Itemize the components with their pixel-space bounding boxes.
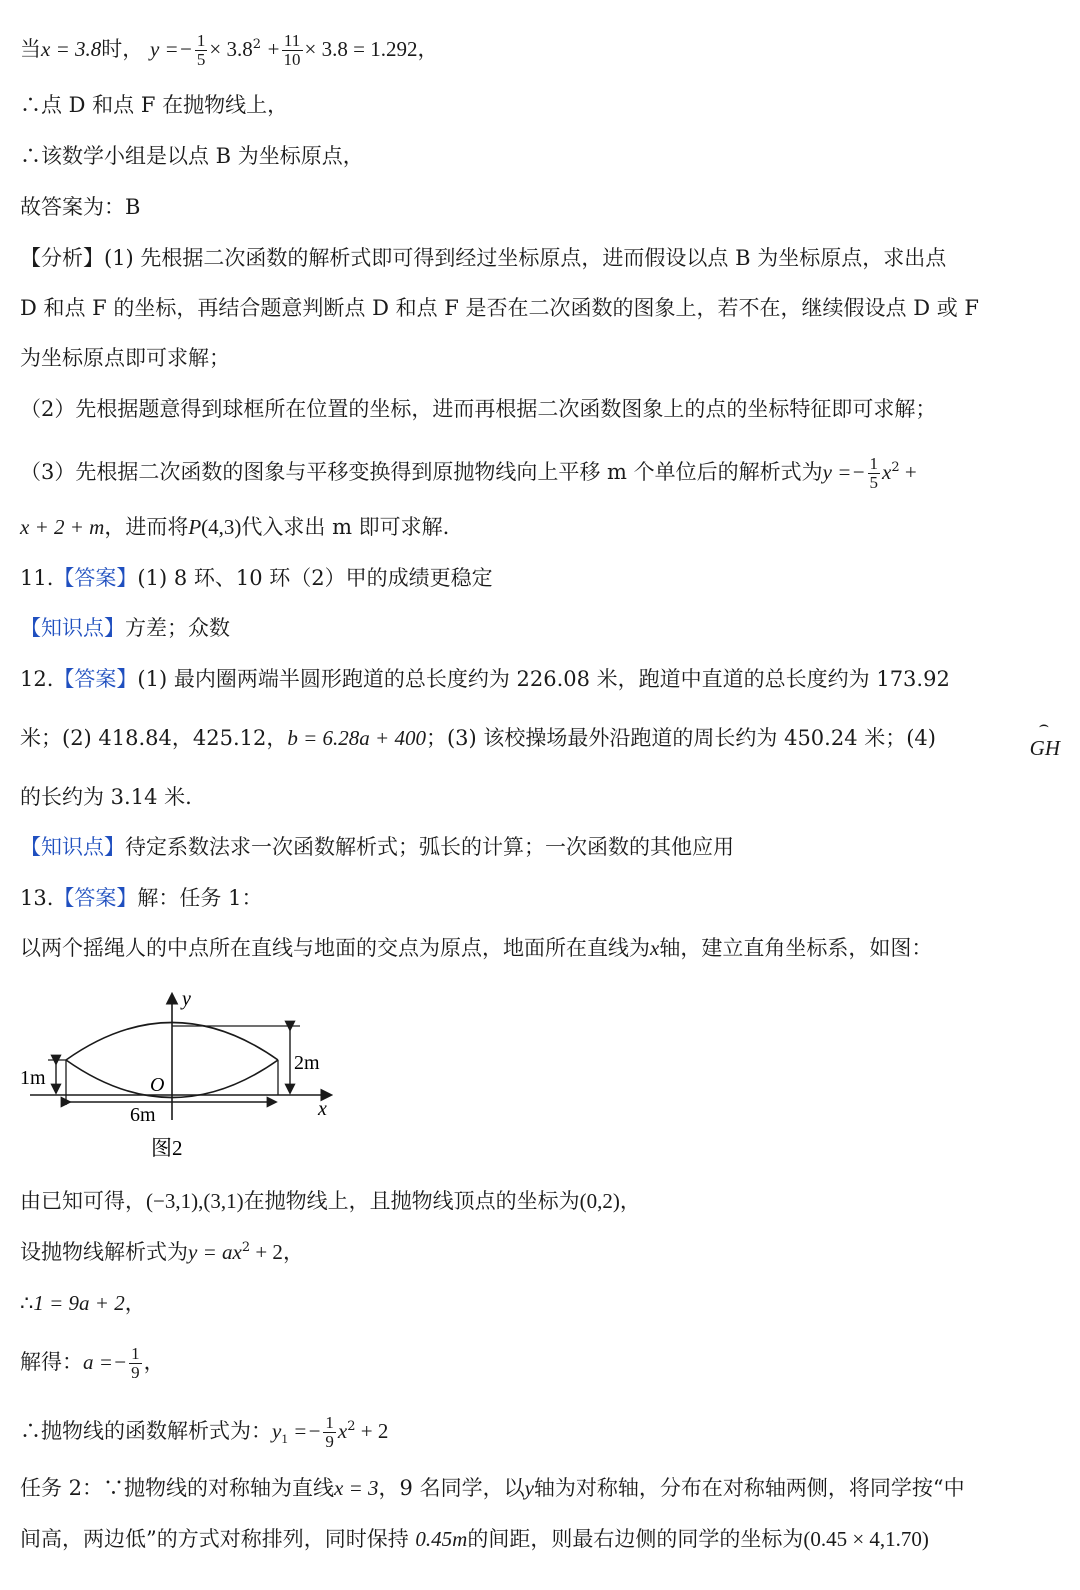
line-q11-answer: 11.【答案】(1) 8 环、10 环（2）甲的成绩更稳定 [20,566,493,590]
line-parabola-result: ∴抛物线的函数解析式为：$y_1$ =− $\frac{1}{9}$ $x^2 + 2$ [20,1413,389,1451]
line-solve-a: 解得：a =− $\frac{1}{9}$ ， [20,1344,165,1382]
line-q13-answer: 13.【答案】解：任务 1： [20,886,263,910]
line-calc-x38: 当x = 3.8时， y =− $\frac{1}{5}$ × $3.8^2$ + $\frac{11}{10}$ × 3.8 = 1.292， [20,31,439,69]
line-task2-2: 间高，两边低”的方式对称排列，同时保持 0.45m的间距，则最右边侧的同学的坐标为(0.45 × 4,1.70) [20,1527,929,1551]
origin-label: O [150,1074,165,1096]
height-1m-label: 1m [20,1067,46,1089]
line-q13-setup: 以两个摇绳人的中点所在直线与地面的交点为原点，地面所在直线为x轴，建立直角坐标系，如图： [20,936,933,960]
line-answer-b: 故答案为：B [20,195,141,219]
line-analysis-2: D 和点 F 的坐标，再结合题意判断点 D 和点 F 是否在二次函数的图象上，若不在，继续假设点 D 或 F [20,296,979,320]
answer-tag: 【答案】 [53,886,138,910]
line-task2-1: 任务 2：∵抛物线的对称轴为直线x = 3，9 名同学，以y轴为对称轴，分布在对称轴两侧，将同学按“中 [20,1476,965,1500]
line-q12-answer-2: 米；(2) 418.84，425.12，b = 6.28a + 400；(3) 该校操场最外沿跑道的周长约为 450.24 米；(4) ⌢ GH [20,723,1066,753]
fraction-1-5-b: $\frac{1}{5}$ [869,454,879,492]
arc-gh: ⌢ GH [1030,733,1060,763]
line-known-points: 由已知可得，(−3,1),(3,1)在抛物线上，且抛物线顶点的坐标为(0,2)， [20,1189,641,1213]
line-analysis-6: x + 2 + m，进而将P(4,3)代入求出 m 即可求解. [20,515,450,539]
knowledge-tag: 【知识点】 [20,616,125,640]
y-axis-label: y [182,988,191,1010]
height-2m-label: 2m [294,1052,320,1074]
line-origin-b: ∴该数学小组是以点 B 为坐标原点， [20,144,364,168]
line-analysis-4: （2）先根据题意得到球框所在位置的坐标，进而再根据二次函数图象上的点的坐标特征即可求解； [20,397,937,421]
fraction-11-10: $\frac{11}{10}$ [283,31,301,69]
fraction-1-9: $\frac{1}{9}$ [131,1344,140,1382]
line-analysis-5: （3）先根据二次函数的图象与平移变换得到原抛物线向上平移 m 个单位后的解析式为y =− $\frac{1}{5}$ $x^2$ + [20,454,917,492]
line-q12-answer-3: 的长约为 3.14 米. [20,785,192,809]
figure-caption: 图2 [151,1136,183,1160]
line-q11-knowledge: 【知识点】方差；众数 [20,616,230,640]
x-axis-label: x [318,1098,327,1120]
line-equation: ∴1 = 9a + 2， [20,1291,146,1315]
fraction-1-5: $\frac{1}{5}$ [196,31,206,69]
answer-tag: 【答案】 [53,566,138,590]
fraction-1-9-b: $\frac{1}{9}$ [325,1413,334,1451]
line-analysis-1: 【分析】(1) 先根据二次函数的解析式即可得到经过坐标原点，进而假设以点 B 为坐标原点，求出点 [20,246,947,270]
line-analysis-3: 为坐标原点即可求解； [20,346,230,370]
figure-parabola-rope [18,985,348,1170]
knowledge-tag: 【知识点】 [20,835,125,859]
line-set-expression: 设抛物线解析式为$y = ax^2 + 2$， [20,1240,304,1264]
analysis-tag: 【分析】 [20,246,104,270]
line-points-on-parabola: ∴点 D 和点 F 在抛物线上， [20,93,289,117]
line-q12-knowledge: 【知识点】待定系数法求一次函数解析式；弧长的计算；一次函数的其他应用 [20,835,734,859]
answer-tag: 【答案】 [53,667,138,691]
line-q12-answer: 12.【答案】(1) 最内圈两端半圆形跑道的总长度约为 226.08 米，跑道中直道的总长度约为 173.92 [20,667,950,691]
width-6m-label: 6m [130,1104,156,1126]
